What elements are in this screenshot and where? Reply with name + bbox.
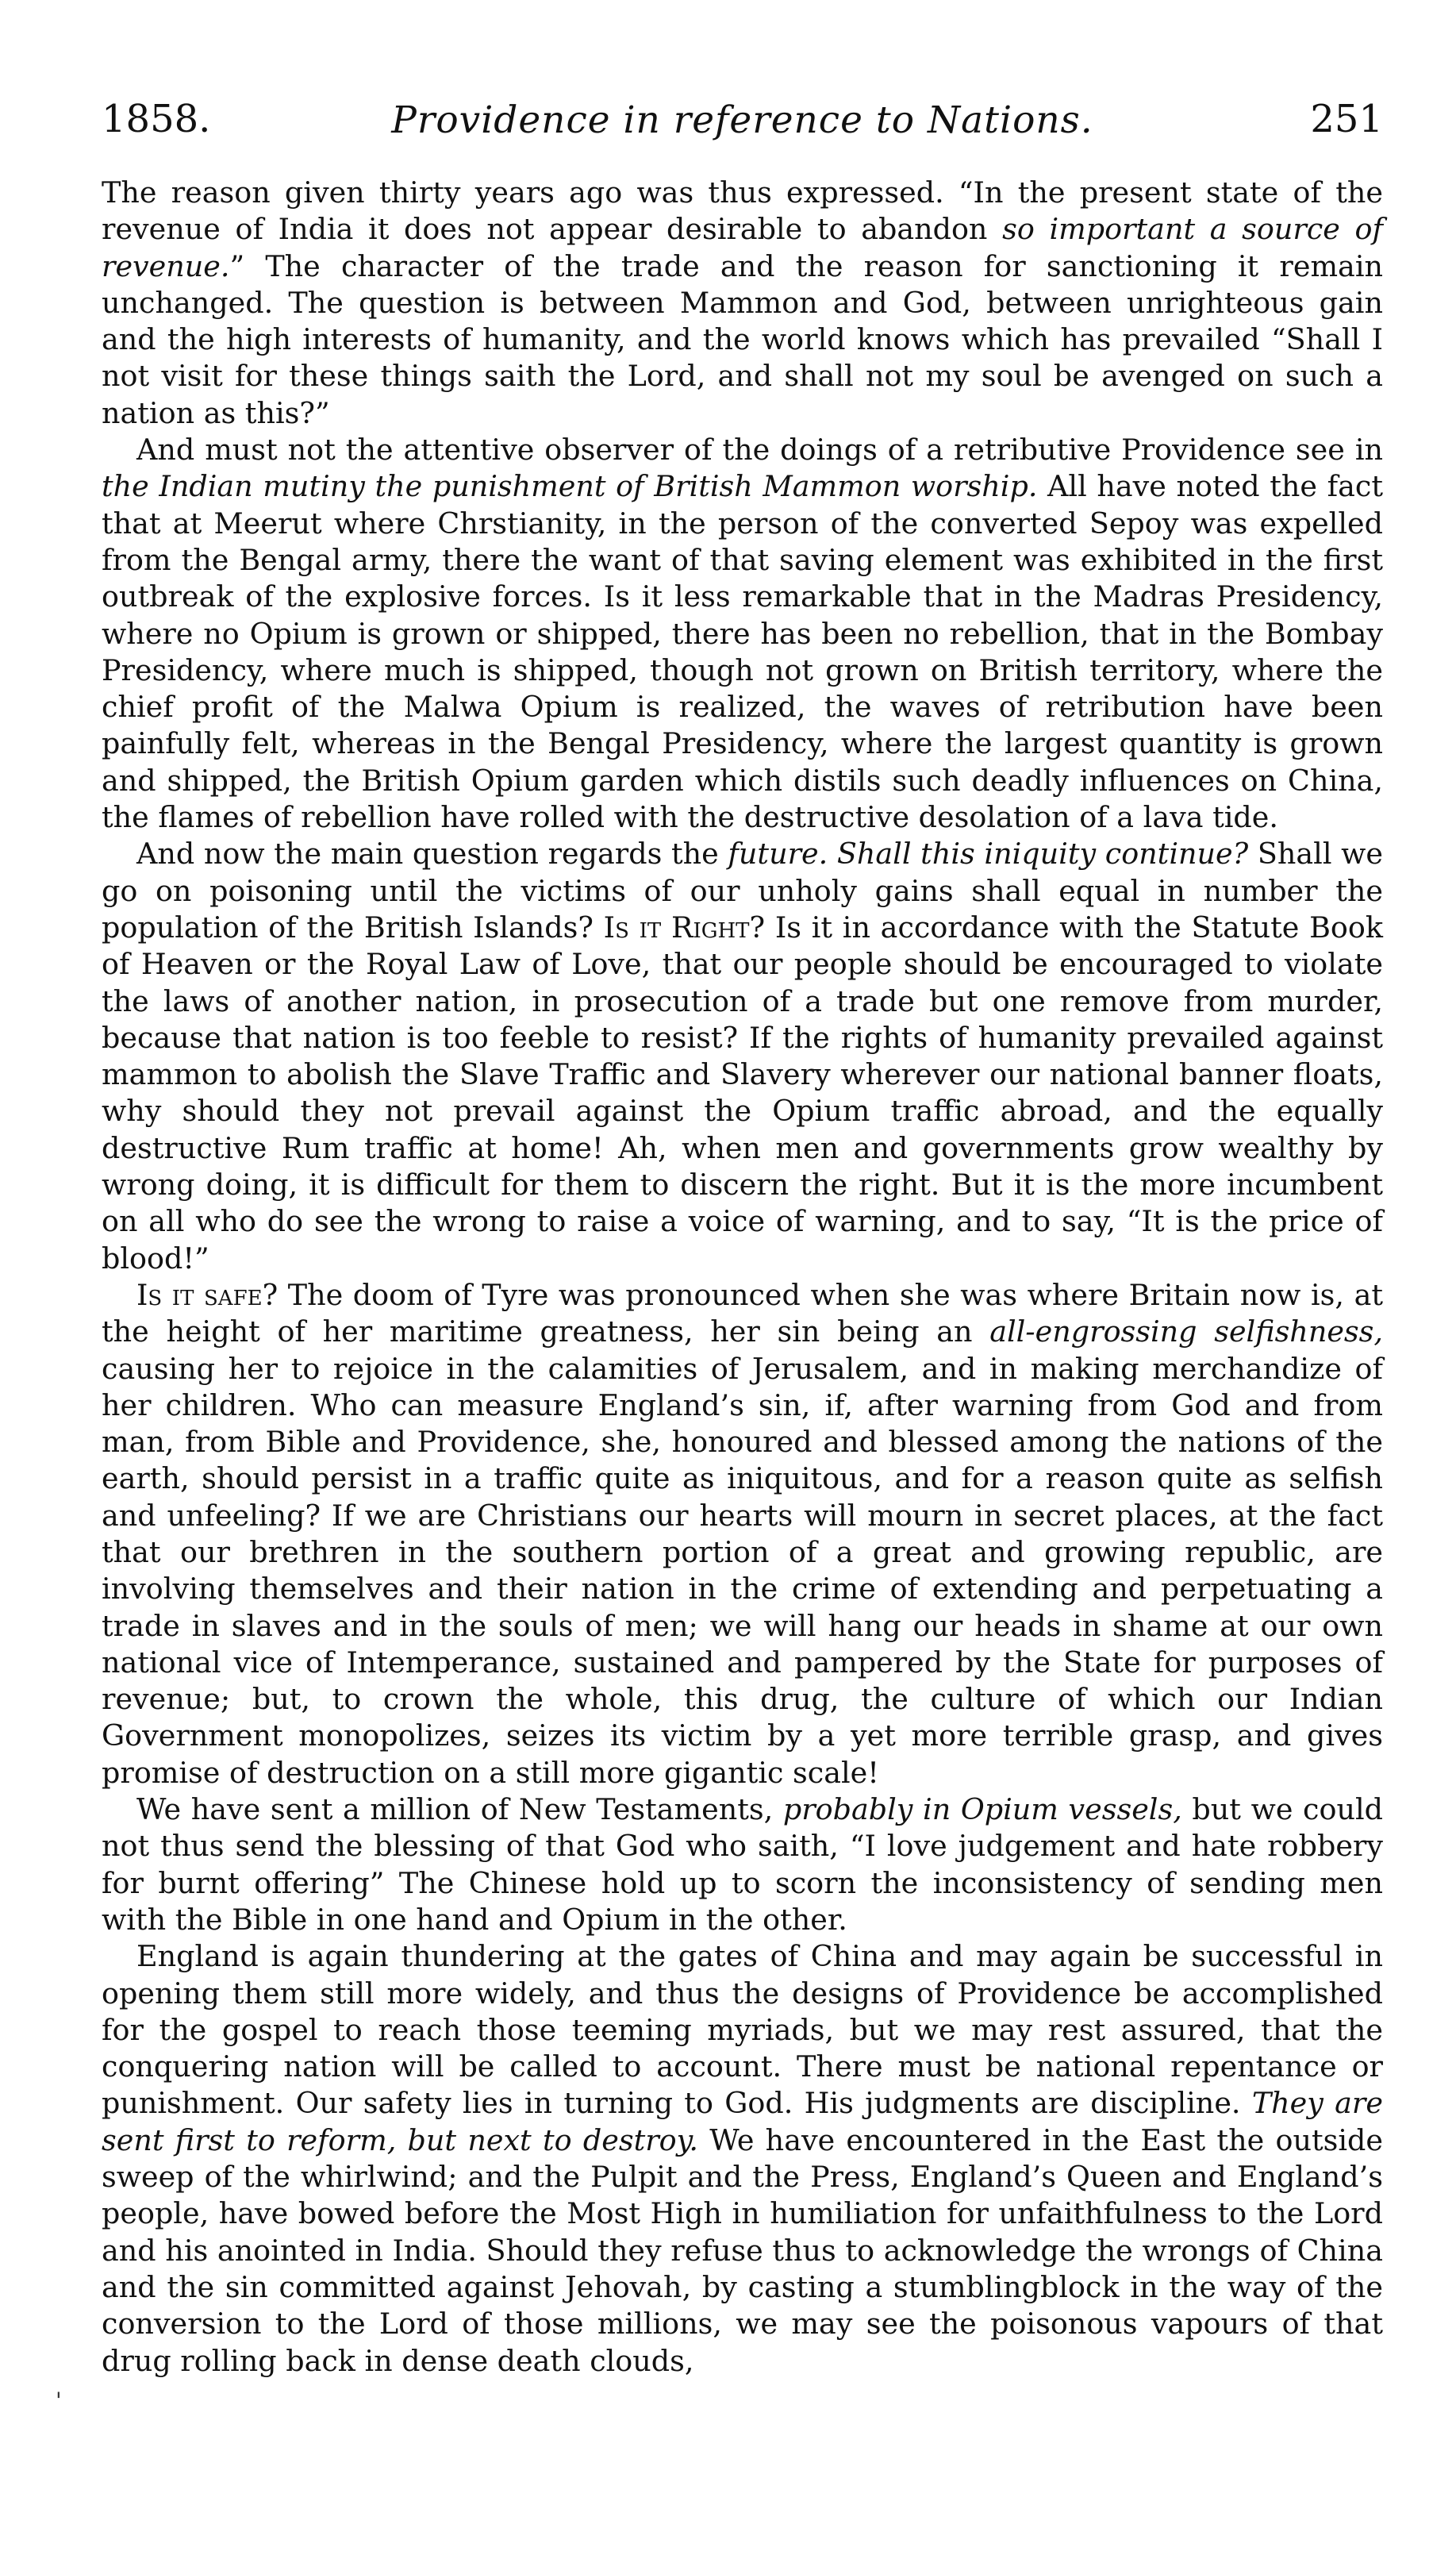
text-run: All have noted the fact that at Meerut where Chrstianity, in the person of the converted Sepoy was expelled from the Bengal army, there the want of that saving element was exhibited in the first outbreak of the explosive forces. Is it less remarkable that in the Madras Presidency, where no Opium is grown or shipped, there has been no rebellion, that in the Bombay Presidency, where much is shipped, though not grown on British territory, where the chief profit of the Malwa Opium is realized, the waves of retribution have been painfully felt, whereas in the Bengal Presidency, where the largest quantity is grown and shipped, the British Opium garden which distils such deadly influences on China, the flames of rebellion have rolled with the destructive desolation of a lava tide. xyxy=(102,469,1383,835)
book-page xyxy=(102,87,1383,2380)
italic-text: probably in Opium vessels, xyxy=(782,1792,1182,1827)
margin-mark: ' xyxy=(56,2388,62,2414)
italic-text: They are sent first to reform, but next to destroy. xyxy=(102,2086,1383,2157)
text-run: ? Is it in accordance with the Statute Book of Heaven or the Royal Law of Love, that our people should be encouraged to violate the laws of another nation, in prosecution of a trade but one remove from murder, because that nation is too feeble to resist? If the rights of humanity prevailed against mammon to abolish the Slave Traffic and Slavery wherever our national banner floats, why should they not prevail against the Opium traffic abroad, and the equally destructive Rum traffic at home! Ah, when men and governments grow wealthy by wrong doing, it is difficult for them to discern the right. But it is the more incumbent on all who do see the wrong to raise a voice of warning, and to say, “It is the price of blood!” xyxy=(102,910,1383,1276)
italic-text: all-engrossing selfishness, xyxy=(989,1314,1383,1349)
text-run xyxy=(828,837,837,871)
paragraph-p2 xyxy=(102,432,1383,836)
header-year: 1858. xyxy=(102,97,211,141)
text-run: And must not the attentive observer of the doings of a retributive Providence see in xyxy=(136,433,1383,468)
running-head xyxy=(102,87,1383,159)
text-run: causing her to rejoice in the calamities of Jerusalem, and in making merchandize of her children. Who can measure England’s sin, if, after warning from God and from man, from Bible and Providence, she, honoured and blessed among the nations of the earth, should persist in a traffic quite as iniquitous, and for a reason quite as selfish and unfeeling? If we are Christians our hearts will mourn in secret places, at the fact that our brethren in the southern portion of a great and growing republic, are involving themselves and their nation in the crime of extending and perpetuating a trade in slaves and in the souls of men; we will hang our heads in shame at our own national vice of Intemperance, sustained and pampered by the State for purposes of revenue; but, to crown the whole, this drug, the culture of which our Indian Government monopolizes, seizes its victim by a yet more terrible grasp, and gives promise of destruction on a still more gigantic scale! xyxy=(102,1351,1383,1790)
text-run: And now the main question regards the xyxy=(136,837,728,872)
text-run: ” The character of the trade and the reason for sanctioning it remain unchanged. The question is between Mammon and God, between unrighteous gain and the high interests of humanity, and the world knows which has prevailed “Shall I not visit for these things saith the Lord, and shall not my soul be avenged on such a nation as this?” xyxy=(102,248,1383,430)
paragraph-p1 xyxy=(102,175,1383,432)
small-caps-text: Is it safe xyxy=(136,1277,263,1312)
italic-text: future. xyxy=(728,837,828,872)
body-text xyxy=(102,175,1383,2380)
paragraph-p5 xyxy=(102,1791,1383,1938)
italic-text: Shall this iniquity continue? xyxy=(836,837,1249,872)
text-run: We have sent a million of New Testaments, xyxy=(136,1792,783,1827)
text-run: Shall we go on poisoning until the victims of our unholy gains shall equal in number the population of the British Islands? xyxy=(102,837,1383,945)
text-run: but we could not thus send the blessing of that God who saith, “I love judgement and hate robbery for burnt offering” The Chinese hold up to scorn the inconsistency of sending men with the Bible in one hand and Opium in the other. xyxy=(102,1792,1383,1937)
small-caps-text: Is it Right xyxy=(603,910,750,945)
text-run: The reason given thirty years ago was thus expressed. “In the present state of the revenue of India it does not appear desirable to abandon xyxy=(102,175,1383,247)
italic-text: the Indian mutiny the punishment of British Mammon worship. xyxy=(102,469,1038,504)
header-title: Providence in reference to Nations. xyxy=(391,98,1093,142)
paragraph-p6 xyxy=(102,1938,1383,2380)
page-number: 251 xyxy=(1310,97,1383,141)
paragraph-p4 xyxy=(102,1277,1383,1791)
italic-text: so important a source of revenue. xyxy=(102,212,1383,283)
text-run: ? The doom of Tyre was pronounced when she was where Britain now is, at the height of her maritime greatness, her sin being an xyxy=(102,1277,1383,1349)
text-run: England is again thundering at the gates of China and may again be successful in opening them still more widely, and thus the designs of Providence be accomplished for the gospel to reach those teeming myriads, but we may rest assured, that the conquering nation will be called to account. There must be national repentance or punishment. Our safety lies in turning to God. His judgments are discipline. xyxy=(102,1939,1383,2121)
paragraph-p3 xyxy=(102,836,1383,1277)
text-run: We have encountered in the East the outside sweep of the whirlwind; and the Pulpit and the Press, England’s Queen and England’s people, have bowed before the Most High in humiliation for unfaithfulness to the Lord and his anointed in India. Should they refuse thus to acknowledge the wrongs of China and the sin committed against Jehovah, by casting a stumblingblock in the way of the conversion to the Lord of those millions, we may see the poisonous vapours of that drug rolling back in dense death clouds, xyxy=(102,2122,1383,2378)
